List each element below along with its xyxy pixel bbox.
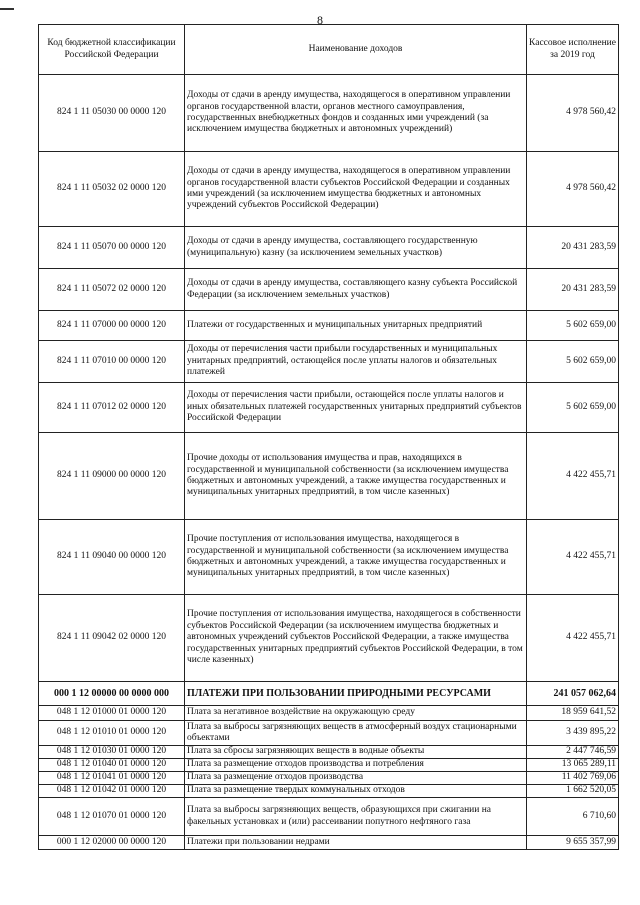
table-row <box>39 341 619 383</box>
page-number: 8 <box>317 13 323 27</box>
table-row <box>39 595 619 682</box>
row-sum: 20 431 283,59 <box>527 227 619 269</box>
table-row <box>39 311 619 341</box>
row-sum: 5 602 659,00 <box>527 311 619 341</box>
table-row <box>39 772 619 785</box>
row-name: Плата за сбросы загрязняющих веществ в водные объекты <box>185 746 527 759</box>
row-name: Доходы от перечисления части прибыли, остающейся после уплаты налогов и иных обязательных платежей государственных унитарных предприятий субъектов Российской Федерации <box>185 383 527 433</box>
row-sum: 9 655 357,99 <box>527 836 619 850</box>
row-code: 824 1 11 05030 00 0000 120 <box>39 75 185 152</box>
row-sum: 20 431 283,59 <box>527 269 619 311</box>
table-row <box>39 152 619 227</box>
row-name: Платежи от государственных и муниципальных унитарных предприятий <box>185 311 527 341</box>
revenue-table <box>38 24 619 850</box>
row-code: 048 1 12 01030 01 0000 120 <box>39 746 185 759</box>
row-sum: 13 065 289,11 <box>527 759 619 772</box>
row-name: Прочие поступления от использования имущества, находящегося в собственности субъектов Российской Федерации (за исключением имущества бюджетных и автономных учреждений субъектов Российской Федерации, а также имущества государственных унитарных предприятий субъектов Российской Федерации, в том числе казенных) <box>185 595 527 682</box>
row-name: Доходы от перечисления части прибыли государственных и муниципальных унитарных предприятий, остающейся после уплаты налогов и обязательных платежей <box>185 341 527 383</box>
row-name: Доходы от сдачи в аренду имущества, составляющего казну субъекта Российской Федерации (за исключением земельных участков) <box>185 269 527 311</box>
header-name: Наименование доходов <box>185 25 527 75</box>
row-code: 824 1 11 09040 00 0000 120 <box>39 520 185 595</box>
table-row <box>39 798 619 836</box>
row-name: Доходы от сдачи в аренду имущества, составляющего государственную (муниципальную) казну (за исключением земельных участков) <box>185 227 527 269</box>
row-sum: 4 422 455,71 <box>527 433 619 520</box>
row-code: 048 1 12 01070 01 0000 120 <box>39 798 185 836</box>
row-sum: 4 978 560,42 <box>527 75 619 152</box>
row-sum: 2 447 746,59 <box>527 746 619 759</box>
table-row <box>39 785 619 798</box>
row-code: 824 1 11 07010 00 0000 120 <box>39 341 185 383</box>
row-code: 824 1 11 05072 02 0000 120 <box>39 269 185 311</box>
row-code: 824 1 11 05070 00 0000 120 <box>39 227 185 269</box>
header-code: Код бюджетной классификации Российской Федерации <box>39 25 185 75</box>
row-sum: 4 422 455,71 <box>527 520 619 595</box>
row-code: 048 1 12 01040 01 0000 120 <box>39 759 185 772</box>
row-name: Плата за выбросы загрязняющих веществ, образующихся при сжигании на факельных установках и (или) рассеивании попутного нефтяного газа <box>185 798 527 836</box>
table-row <box>39 227 619 269</box>
row-name: Плата за размещение твердых коммунальных отходов <box>185 785 527 798</box>
row-code: 824 1 11 07000 00 0000 120 <box>39 311 185 341</box>
row-name: Плата за негативное воздействие на окружающую среду <box>185 706 527 721</box>
row-code: 824 1 11 09000 00 0000 120 <box>39 433 185 520</box>
row-sum: 5 602 659,00 <box>527 341 619 383</box>
row-code: 000 1 12 00000 00 0000 000 <box>39 682 185 706</box>
table-row <box>39 75 619 152</box>
table-row <box>39 721 619 746</box>
table-row <box>39 682 619 706</box>
table-row <box>39 433 619 520</box>
row-sum: 1 662 520,05 <box>527 785 619 798</box>
row-name: Плата за выбросы загрязняющих веществ в атмосферный воздух стационарными объектами <box>185 721 527 746</box>
table-header-row <box>39 25 619 75</box>
row-code: 824 1 11 05032 02 0000 120 <box>39 152 185 227</box>
row-sum: 4 422 455,71 <box>527 595 619 682</box>
table-row <box>39 269 619 311</box>
table-row <box>39 520 619 595</box>
row-sum: 6 710,60 <box>527 798 619 836</box>
row-name: Прочие доходы от использования имущества и прав, находящихся в государственной и муниципальной собственности (за исключением имущества бюджетных и автономных учреждений, а также имущества государственных и муниципальных унитарных предприятий, в том числе казенных) <box>185 433 527 520</box>
row-name: Доходы от сдачи в аренду имущества, находящегося в оперативном управлении органов государственной власти субъектов Российской Федерации и созданных ими учреждений (за исключением имущества бюджетных и автономных учреждений субъектов Российской Федерации) <box>185 152 527 227</box>
row-code: 824 1 11 09042 02 0000 120 <box>39 595 185 682</box>
row-code: 000 1 12 02000 00 0000 120 <box>39 836 185 850</box>
row-name: Платежи при пользовании недрами <box>185 836 527 850</box>
row-name: Прочие поступления от использования имущества, находящегося в государственной и муниципальной собственности (за исключением имущества бюджетных и автономных учреждений, а также имущества государственных и муниципальных унитарных предприятий, в том числе казенных) <box>185 520 527 595</box>
row-code: 048 1 12 01000 01 0000 120 <box>39 706 185 721</box>
header-sum: Кассовое исполнение за 2019 год <box>527 25 619 75</box>
row-code: 048 1 12 01041 01 0000 120 <box>39 772 185 785</box>
row-sum: 241 057 062,64 <box>527 682 619 706</box>
row-name: Плата за размещение отходов производства <box>185 772 527 785</box>
row-sum: 18 959 641,52 <box>527 706 619 721</box>
row-sum: 3 439 895,22 <box>527 721 619 746</box>
table-row <box>39 759 619 772</box>
row-name: Доходы от сдачи в аренду имущества, находящегося в оперативном управлении органов государственной власти, органов местного самоуправления, государственных внебюджетных фондов и созданных ими учреждений (за исключением имущества бюджетных и автономных учреждений) <box>185 75 527 152</box>
row-code: 824 1 11 07012 02 0000 120 <box>39 383 185 433</box>
row-code: 048 1 12 01010 01 0000 120 <box>39 721 185 746</box>
row-code: 048 1 12 01042 01 0000 120 <box>39 785 185 798</box>
row-sum: 5 602 659,00 <box>527 383 619 433</box>
table-row <box>39 706 619 721</box>
row-name: Плата за размещение отходов производства и потребления <box>185 759 527 772</box>
row-sum: 11 402 769,06 <box>527 772 619 785</box>
table-row <box>39 836 619 850</box>
table-row <box>39 383 619 433</box>
table-row <box>39 746 619 759</box>
scan-edge-mark <box>0 8 14 10</box>
row-sum: 4 978 560,42 <box>527 152 619 227</box>
row-name: ПЛАТЕЖИ ПРИ ПОЛЬЗОВАНИИ ПРИРОДНЫМИ РЕСУРСАМИ <box>185 682 527 706</box>
